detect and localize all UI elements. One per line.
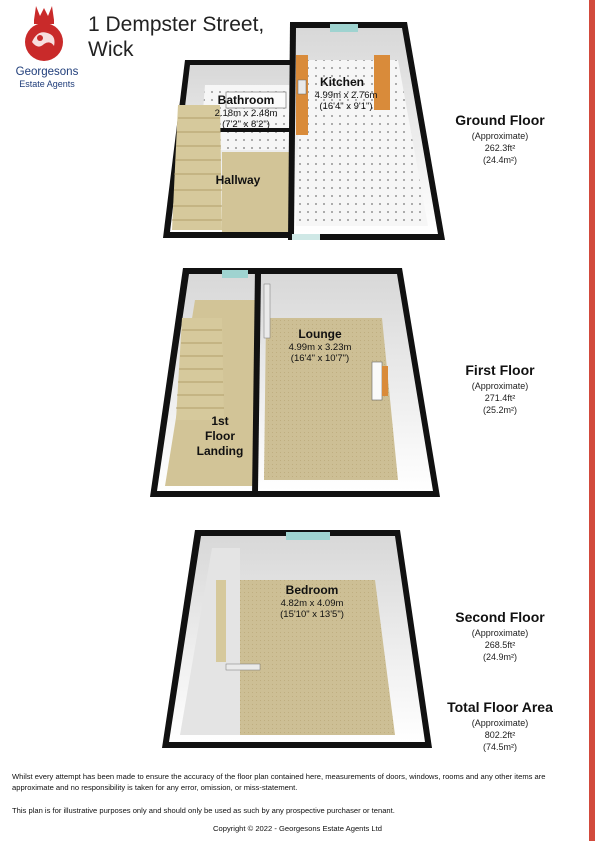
bathroom-dims-m: 2.18m x 2.48m [214, 108, 278, 119]
first-floor-area-ft: 271.4ft² [484, 393, 516, 403]
bedroom-window [286, 532, 330, 540]
company-name: Georgesons [15, 66, 79, 78]
ground-floor-plan [163, 22, 445, 240]
second-floor-area-m: (24.9m²) [482, 652, 517, 662]
address-line-1: 1 Dempster Street, [88, 13, 265, 36]
first-floor-plan [150, 268, 440, 497]
first-floor-area-m: (25.2m²) [482, 405, 517, 415]
second-floor-area-ft: 268.5ft² [484, 640, 516, 650]
ground-floor-area-ft: 262.3ft² [484, 143, 516, 153]
disclaimer-illustrative: This plan is for illustrative purposes only and should only be used as such by any prospective purchaser or tenant. [12, 806, 395, 815]
second-stairs [216, 580, 226, 662]
hallway-label: Hallway [215, 173, 261, 187]
bathroom-dims-ft: (7'2" x 8'2") [222, 119, 270, 130]
address-line-2: Wick [88, 38, 134, 61]
kitchen-dims-ft: (16'4" x 9'1") [319, 101, 373, 112]
ground-front-door-gap [292, 234, 320, 240]
lounge-door [264, 284, 270, 338]
kitchen-sink [298, 80, 306, 94]
kitchen-cabinets-left [296, 55, 308, 135]
landing-label-2: Floor [205, 429, 235, 443]
first-floor-approx: (Approximate) [471, 381, 529, 391]
landing-window [222, 270, 248, 278]
total-area-m: (74.5m²) [482, 742, 517, 752]
bedroom-door [226, 664, 260, 670]
bedroom-dims-m: 4.82m x 4.09m [280, 598, 344, 609]
kitchen-label: Kitchen [319, 75, 365, 89]
first-floor-title: First Floor [465, 362, 535, 378]
ground-floor-area-m: (24.4m²) [482, 155, 517, 165]
total-area-title: Total Floor Area [447, 699, 553, 715]
landing-label-3: Landing [196, 444, 244, 458]
second-floor-approx: (Approximate) [471, 628, 529, 638]
second-floor-title: Second Floor [455, 609, 545, 625]
second-floor-plan [162, 530, 432, 748]
kitchen-cabinets-right [374, 55, 390, 110]
kitchen-dims-m: 4.99m x 2.76m [314, 90, 378, 101]
lounge-mantel [382, 366, 388, 396]
lounge-dims-ft: (16'4" x 10'7") [290, 353, 350, 364]
total-area-approx: (Approximate) [471, 718, 529, 728]
bedroom-label: Bedroom [285, 583, 339, 597]
ground-floor-title: Ground Floor [455, 112, 545, 128]
landing-label-1: 1st [211, 414, 229, 428]
disclaimer-accuracy: Whilst every attempt has been made to ensure the accuracy of the floor plan contained here, measurements of doors, windows, rooms and any other items are approximate and no responsibility is taken for any error, omission, or miss-statement. [12, 772, 546, 792]
bedroom-dims-ft: (15'10" x 13'5") [280, 609, 344, 620]
company-tagline: Estate Agents [19, 79, 75, 89]
bathroom-label: Bathroom [217, 93, 275, 107]
total-area-ft: 802.2ft² [484, 730, 516, 740]
hallway-floor [222, 152, 290, 232]
lounge-label: Lounge [298, 327, 342, 341]
ground-floor-approx: (Approximate) [471, 131, 529, 141]
copyright-notice: Copyright © 2022 - Georgesons Estate Agents Ltd [213, 824, 382, 833]
lounge-fireplace [372, 362, 382, 400]
lounge-dims-m: 4.99m x 3.23m [288, 342, 352, 353]
ground-stairs [172, 105, 222, 230]
kitchen-window [330, 24, 358, 32]
